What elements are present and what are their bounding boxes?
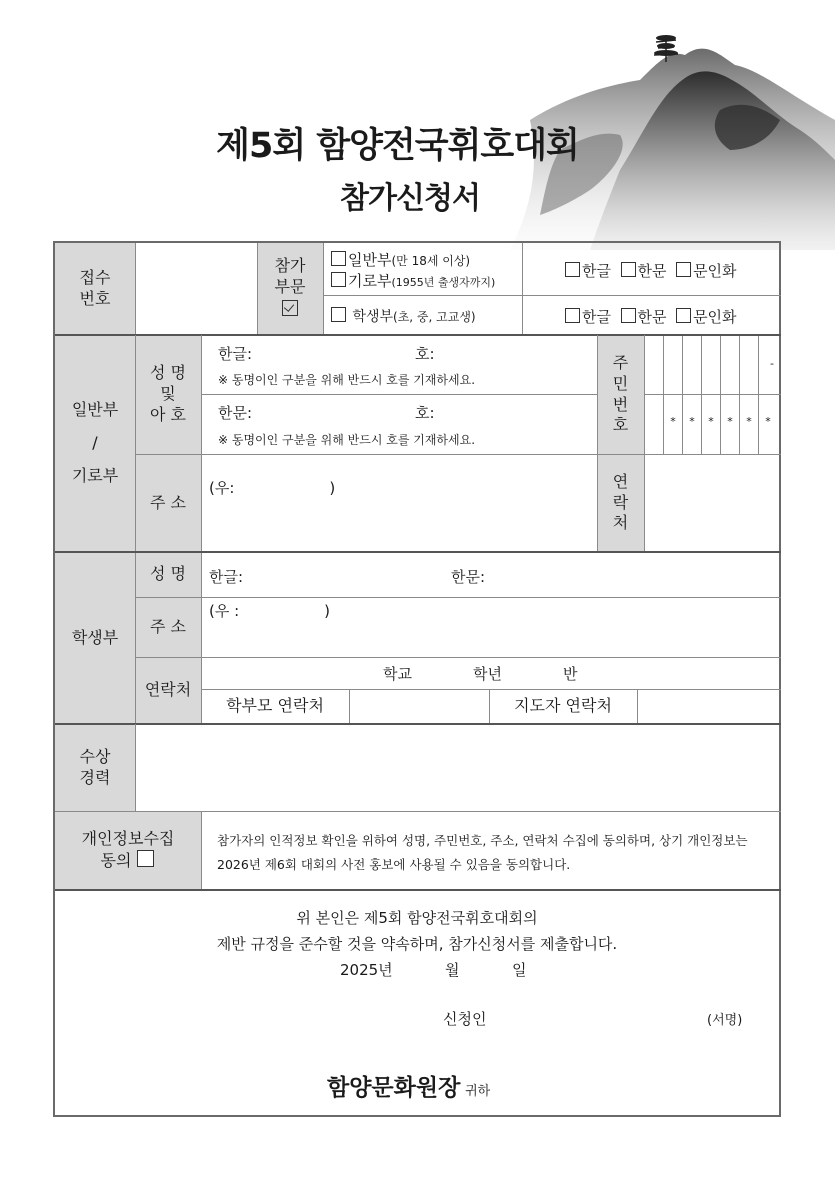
elder-division-option[interactable]: 기로부(1955년 출생자까지) [331, 270, 495, 291]
pen-name-label: 호: [415, 345, 435, 363]
applicant-label: 신청인 [443, 1010, 487, 1028]
reception-number-field[interactable] [135, 243, 257, 335]
general-division-option[interactable]: 일반부(만 18세 이상) [331, 249, 470, 270]
student-section-label: 학생부 [55, 552, 135, 724]
application-form [53, 241, 781, 1117]
name-and-pen-name-label: 성 명 및 아 호 [135, 335, 201, 454]
checkbox-icon[interactable] [565, 262, 580, 277]
id-mask-digit: * [746, 415, 752, 428]
student-address-label: 주 소 [135, 597, 201, 657]
hanja-name-label: 한문: [218, 404, 253, 422]
teacher-contact-field[interactable] [637, 689, 781, 724]
style-options-student[interactable]: 한글 한문 문인화 [565, 306, 737, 327]
postal-code-field[interactable]: (우: ) [209, 479, 336, 497]
awards-field[interactable] [135, 724, 781, 811]
address-label: 주 소 [135, 454, 201, 552]
category-label: 참가 부문 [257, 243, 323, 335]
resident-number-label: 주 민 번 호 [597, 335, 644, 454]
resident-number-grid[interactable] [644, 335, 781, 454]
privacy-consent-checkbox[interactable] [137, 850, 154, 867]
school-label: 학교 [383, 665, 412, 683]
student-name-label: 성 명 [135, 552, 201, 597]
check-icon [282, 300, 298, 316]
style-options-general[interactable]: 한글 한문 문인화 [565, 260, 737, 281]
pledge-line2: 제반 규정을 준수할 것을 약속하며, 참가신청서를 제출합니다. [216, 935, 618, 953]
name-note-hanja: ※ 동명이인 구분을 위해 반드시 호를 기재하세요. [218, 433, 476, 447]
id-mask-digit: * [727, 415, 733, 428]
student-contact-label: 연락처 [135, 657, 201, 724]
pen-name-label-hanja: 호: [415, 404, 435, 422]
privacy-consent-label: 개인정보수집 동의 [55, 811, 201, 890]
page-title: 제5회 함양전국휘호대회 [216, 126, 579, 166]
contact-field[interactable] [644, 454, 781, 552]
grade-label: 학년 [473, 665, 502, 683]
id-mask-digit: * [670, 415, 676, 428]
privacy-text-line2: 2026년 제6회 대회의 사전 홍보에 사용될 수 있음을 동의합니다. [217, 857, 571, 872]
pledge-month: 월 [445, 961, 460, 979]
hangul-name-label: 한글: [218, 345, 253, 363]
page-subtitle: 참가신청서 [340, 181, 480, 216]
id-mask-digit: * [689, 415, 695, 428]
id-dash: - [770, 357, 774, 370]
signature-label: (서명) [707, 1013, 743, 1028]
checkbox-icon[interactable] [331, 251, 346, 266]
student-hangul-label: 한글: [209, 568, 244, 586]
name-note: ※ 동명이인 구분을 위해 반드시 호를 기재하세요. [218, 373, 476, 387]
parent-contact-field[interactable] [349, 689, 489, 724]
awards-label: 수상 경력 [55, 724, 135, 811]
checkbox-icon[interactable] [331, 307, 346, 322]
recipient: 함양문화원장 귀하 [327, 1075, 491, 1101]
teacher-contact-label: 지도자 연락처 [514, 696, 612, 716]
parent-contact-label: 학부모 연락처 [226, 696, 324, 716]
checkbox-icon[interactable] [621, 308, 636, 323]
class-label: 반 [563, 665, 578, 683]
id-mask-digit: * [708, 415, 714, 428]
checkbox-icon[interactable] [331, 272, 346, 287]
pledge-year: 2025년 [340, 961, 393, 979]
reception-label: 접수 번호 [55, 243, 135, 335]
student-division-option[interactable]: 학생부(초, 중, 고교생) [331, 306, 476, 326]
checkbox-icon[interactable] [676, 308, 691, 323]
checkbox-icon[interactable] [621, 262, 636, 277]
general-section-label: 일반부 / 기로부 [55, 335, 135, 552]
pledge-line1: 위 본인은 제5회 함양전국휘호대회의 [296, 909, 538, 927]
contact-label: 연 락 처 [597, 454, 644, 552]
student-hanja-label: 한문: [451, 568, 486, 586]
pledge-day: 일 [512, 961, 527, 979]
id-mask-digit: * [765, 415, 771, 428]
privacy-text-line1: 참가자의 인적정보 확인을 위하여 성명, 주민번호, 주소, 연락처 수집에 동의하며, 상기 개인정보는 [217, 833, 748, 848]
checkbox-icon[interactable] [565, 308, 580, 323]
checkbox-icon[interactable] [676, 262, 691, 277]
student-postal-code-field[interactable]: (우 : ) [209, 602, 331, 620]
